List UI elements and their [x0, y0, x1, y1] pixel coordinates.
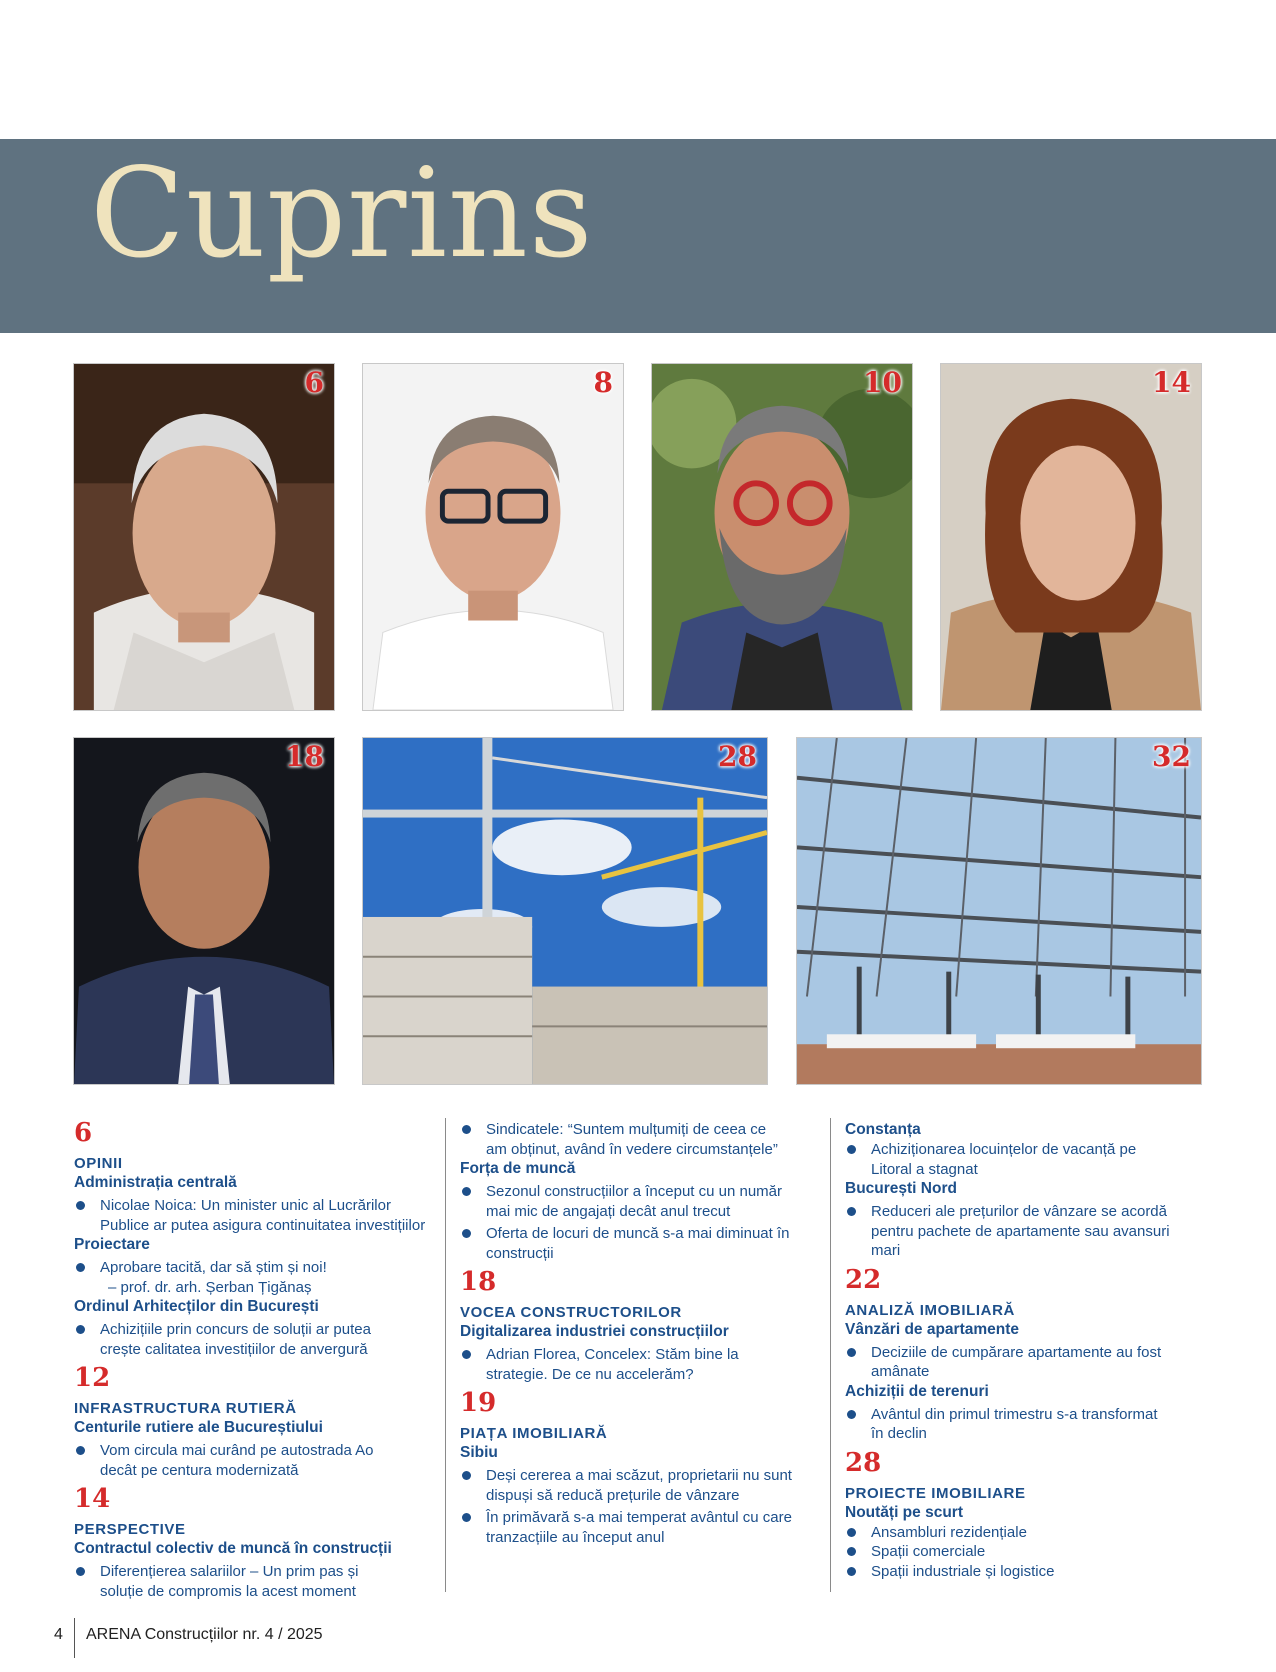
photo-page-10[interactable]	[651, 363, 913, 711]
toc-section	[460, 1386, 830, 1547]
section-title: OPINII	[74, 1155, 123, 1172]
toc-section-continued	[460, 1120, 830, 1263]
bullet-icon	[847, 1547, 856, 1556]
bullet-icon	[462, 1229, 471, 1238]
toc-section	[74, 1361, 444, 1480]
page-number-badge: 10	[863, 366, 902, 399]
subsection-title: Proiectare	[74, 1236, 150, 1253]
bullet-icon	[462, 1125, 471, 1134]
footer-page-number: 4	[54, 1626, 63, 1643]
subsection-title: Centurile rutiere ale Bucureștiului	[74, 1419, 323, 1436]
section-title: PIAȚA IMOBILIARĂ	[460, 1425, 608, 1442]
bullet-icon	[76, 1201, 85, 1210]
section-page-number: 19	[460, 1388, 497, 1418]
subsection-title: Ordinul Arhitecților din București	[74, 1298, 319, 1315]
toc-section	[845, 1263, 1215, 1444]
toc-entry[interactable]: Spații industriale și logistice	[845, 1562, 1215, 1582]
toc-entry[interactable]: Ansambluri rezidențiale	[845, 1523, 1215, 1543]
bullet-icon	[462, 1471, 471, 1480]
construction-cranes-icon	[363, 738, 767, 1084]
section-title: ANALIZĂ IMOBILIARĂ	[845, 1301, 1015, 1319]
section-title: INFRASTRUCTURA RUTIERĂ	[74, 1400, 297, 1417]
portrait-man-glasses-icon	[363, 364, 623, 710]
section-title: PROIECTE IMOBILIARE	[845, 1484, 1026, 1502]
toc-section	[460, 1265, 830, 1384]
bullet-icon	[847, 1207, 856, 1216]
bullet-icon	[76, 1446, 85, 1455]
portrait-woman-icon	[941, 364, 1201, 710]
toc-entry[interactable]: Diferențierea salariilor – Un prim pas și soluție de compromis la acest moment	[74, 1562, 444, 1601]
toc-entry[interactable]: Oferta de locuri de muncă s-a mai diminuat în construcții	[460, 1224, 830, 1263]
steel-roof-structure-icon	[797, 738, 1201, 1084]
section-page-number: 28	[845, 1447, 882, 1478]
bullet-icon	[462, 1350, 471, 1359]
page-number-badge: 8	[593, 366, 613, 399]
bullet-icon	[847, 1348, 856, 1357]
bullet-icon	[462, 1513, 471, 1522]
section-page-number: 12	[74, 1363, 111, 1393]
portrait-elderly-man-icon	[74, 364, 334, 710]
subsection-title: Achiziții de terenuri	[845, 1382, 989, 1400]
toc-section	[74, 1116, 444, 1359]
toc-entry[interactable]: Achiziționarea locuințelor de vacanță pe Litoral a stagnat	[845, 1140, 1215, 1179]
toc-column-2	[460, 1120, 830, 1547]
toc-column-3	[845, 1120, 1215, 1581]
bullet-icon	[847, 1528, 856, 1537]
bullet-icon	[76, 1567, 85, 1576]
bullet-icon	[847, 1567, 856, 1576]
toc-section	[74, 1482, 444, 1601]
subsection-title: Sibiu	[460, 1444, 498, 1461]
toc-entry[interactable]: Deciziile de cumpărare apartamente au fost amânate	[845, 1343, 1215, 1382]
photo-page-14[interactable]	[940, 363, 1202, 711]
section-page-number: 14	[74, 1484, 111, 1514]
photo-page-8[interactable]	[362, 363, 624, 711]
toc-column-1	[74, 1114, 444, 1601]
bullet-icon	[76, 1263, 85, 1272]
page-number-badge: 32	[1152, 740, 1191, 773]
toc-section-continued	[845, 1120, 1215, 1261]
section-page-number: 6	[74, 1118, 93, 1148]
column-divider	[445, 1118, 446, 1592]
photo-page-18[interactable]	[73, 737, 335, 1085]
page-number-badge: 14	[1152, 366, 1191, 399]
portrait-bearded-man-icon	[652, 364, 912, 710]
toc-entry[interactable]: Sezonul construcțiilor a început cu un număr mai mic de angajați decât anul trecut	[460, 1182, 830, 1221]
subsection-title: Vânzări de apartamente	[845, 1320, 1020, 1338]
photo-page-6[interactable]	[73, 363, 335, 711]
toc-entry[interactable]: Spații comerciale	[845, 1542, 1215, 1562]
bullet-icon	[847, 1145, 856, 1154]
subsection-title: București Nord	[845, 1180, 957, 1197]
toc-entry[interactable]: Avântul din primul trimestru s-a transformat în declin	[845, 1405, 1215, 1444]
column-divider	[830, 1118, 831, 1592]
toc-entry[interactable]: Sindicatele: “Suntem mulțumiți de ceea ce am obținut, având în vedere circumstanțele”	[460, 1120, 830, 1159]
bullet-icon	[462, 1187, 471, 1196]
bullet-icon	[76, 1325, 85, 1334]
page-number-badge: 18	[285, 740, 324, 773]
footer-publication: ARENA Construcțiilor nr. 4 / 2025	[86, 1626, 323, 1643]
section-title: VOCEA CONSTRUCTORILOR	[460, 1304, 682, 1321]
photo-page-32[interactable]	[796, 737, 1202, 1085]
section-page-number: 18	[460, 1267, 497, 1297]
toc-entry[interactable]: Reduceri ale prețurilor de vânzare se acordă pentru pachete de apartamente sau avansuri mari	[845, 1202, 1215, 1261]
section-title: PERSPECTIVE	[74, 1521, 186, 1538]
section-page-number: 22	[845, 1264, 882, 1295]
toc-entry[interactable]: Vom circula mai curând pe autostrada Ao decât pe centura modernizată	[74, 1441, 444, 1480]
toc-entry[interactable]: În primăvară s-a mai temperat avântul cu care tranzacțiile au început anul	[460, 1508, 830, 1547]
footer-divider	[74, 1618, 75, 1658]
subsection-title: Forța de muncă	[460, 1160, 576, 1177]
toc-entry[interactable]: Deși cererea a mai scăzut, proprietarii nu sunt dispuși să reducă prețurile de vânzare	[460, 1466, 830, 1505]
photo-page-28[interactable]	[362, 737, 768, 1085]
bullet-icon	[847, 1410, 856, 1419]
toc-entry[interactable]: Adrian Florea, Concelex: Stăm bine la strategie. De ce nu accelerăm?	[460, 1345, 830, 1384]
toc-entry[interactable]: Nicolae Noica: Un minister unic al Lucrărilor Publice ar putea asigura continuitatea investițiilor	[74, 1196, 444, 1235]
subsection-title: Noutăți pe scurt	[845, 1503, 963, 1521]
toc-entry[interactable]: Achizițiile prin concurs de soluții ar putea crește calitatea investițiilor de anvergură	[74, 1320, 444, 1359]
subsection-title: Constanța	[845, 1121, 921, 1138]
portrait-man-suit-icon	[74, 738, 334, 1084]
page-number-badge: 28	[718, 740, 757, 773]
page-number-badge: 6	[304, 366, 324, 399]
subsection-title: Digitalizarea industriei construcțiilor	[460, 1323, 729, 1340]
subsection-title: Contractul colectiv de muncă în construcții	[74, 1540, 392, 1557]
page-title: Cuprins	[90, 142, 594, 286]
toc-section	[845, 1446, 1215, 1582]
subsection-title: Administrația centrală	[74, 1174, 237, 1191]
toc-entry[interactable]: Aprobare tacită, dar să știm și noi! – prof. dr. arh. Șerban Țigănaș	[74, 1258, 444, 1297]
